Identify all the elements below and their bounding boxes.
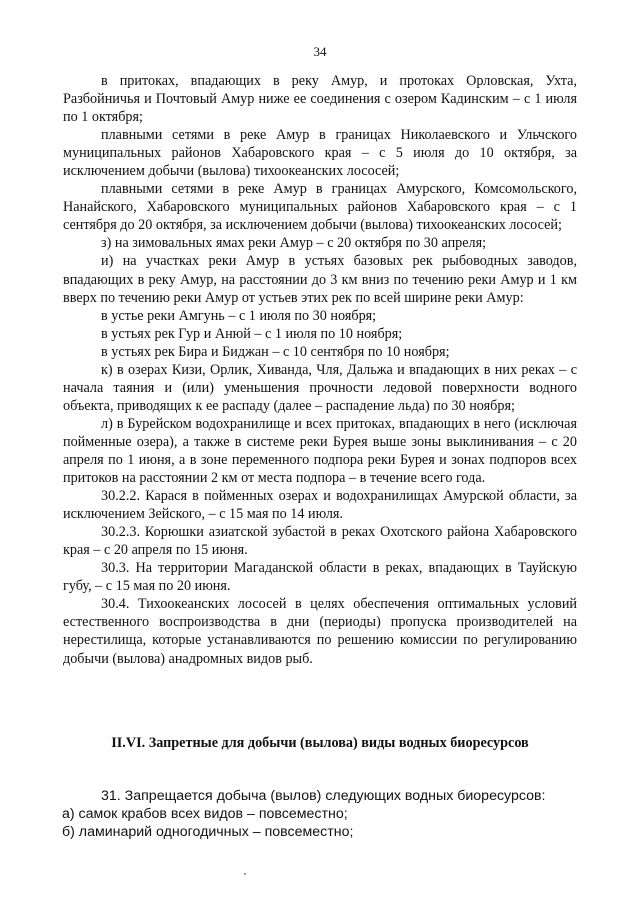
list-intro: 31. Запрещается добыча (вылов) следующих водных биоресурсов: bbox=[101, 788, 546, 804]
paragraph: плавными сетями в реке Амур в границах Николаевского и Ульчского муниципальных районов Хабаровского края – с 5 июля до 10 октября, за исключением добычи (вылова) тихоокеанских лососей; bbox=[63, 127, 577, 180]
list-item: а) самок крабов всех видов – повсеместно; bbox=[62, 806, 348, 823]
prohibited-species-list bbox=[62, 787, 582, 842]
paragraph: в устьях рек Бира и Биджан – с 10 сентября по 10 ноября; bbox=[101, 343, 450, 360]
page-number: 34 bbox=[313, 44, 327, 59]
paragraph: л) в Бурейском водохранилище и всех притоках, впадающих в него (исключая пойменные озера), а также в системе реки Бурея выше зоны выклинивания – с 20 апреля по 1 июня, а в зоне переменного подпора реки Бурея и зонах подпоров всех притоков на расстоянии 2 км от места подпора – в течение всего года. bbox=[63, 415, 577, 487]
paragraph: 30.2.3. Корюшки азиатской зубастой в реках Охотского района Хабаровского края – с 20 апреля по 15 июня. bbox=[63, 524, 577, 559]
paragraph: 30.4. Тихоокеанских лососей в целях обеспечения оптимальных условий естественного воспроизводства в дни (периоды) пропуска производителей на нерестилища, которые устанавливаются по решению комиссии по регулированию добычи (вылова) анадромных видов рыб. bbox=[63, 596, 577, 667]
paragraph: в притоках, впадающих в реку Амур, и протоках Орловская, Ухта, Разбойничья и Почтовый Амур ниже ее соединения с озером Кадинским – с 1 июля по 1 октября; bbox=[63, 73, 577, 126]
paragraph: плавными сетями в реке Амур в границах Амурского, Комсомольского, Нанайского, Хабаровского муниципальных районов Хабаровского края – с 1 сентября до 20 октября, за исключением добычи (вылова) тихоокеанских лососей; bbox=[63, 181, 577, 234]
document-body bbox=[63, 72, 577, 668]
paragraph: в устье реки Амгунь – с 1 июля по 30 ноября; bbox=[101, 307, 377, 324]
paragraph: в устьях рек Гур и Анюй – с 1 июля по 10 ноября; bbox=[101, 325, 403, 342]
paragraph: 30.2.2. Карася в пойменных озерах и водохранилищах Амурской области, за исключением Зейского, – с 15 мая по 14 июля. bbox=[63, 488, 577, 523]
paragraph: к) в озерах Кизи, Орлик, Хиванда, Чля, Дальжа и впадающих в них реках – с начала таяния и (или) уменьшения прочности ледовой поверхности водного объекта, приводящих к ее распаду (далее – распадение льда) по 30 ноября; bbox=[63, 361, 577, 414]
section-heading: II.VI. Запретные для добычи (вылова) виды водных биоресурсов bbox=[111, 735, 529, 751]
paragraph: з) на зимовальных ямах реки Амур – с 20 октября по 30 апреля; bbox=[101, 235, 487, 252]
paragraph: и) на участках реки Амур в устьях базовых рек рыбоводных заводов, впадающих в реку Амур, на расстоянии до 3 км вниз по течению реки Амур и 1 км вверх по течению реки Амур от устьев этих рек по всей ширине реки Амур: bbox=[63, 253, 577, 306]
scan-speck bbox=[244, 873, 246, 875]
list-item: б) ламинарий одногодичных – повсеместно; bbox=[62, 824, 354, 841]
paragraph: 30.3. На территории Магаданской области в реках, впадающих в Тауйскую губу, – с 15 мая по 20 июня. bbox=[63, 560, 577, 595]
